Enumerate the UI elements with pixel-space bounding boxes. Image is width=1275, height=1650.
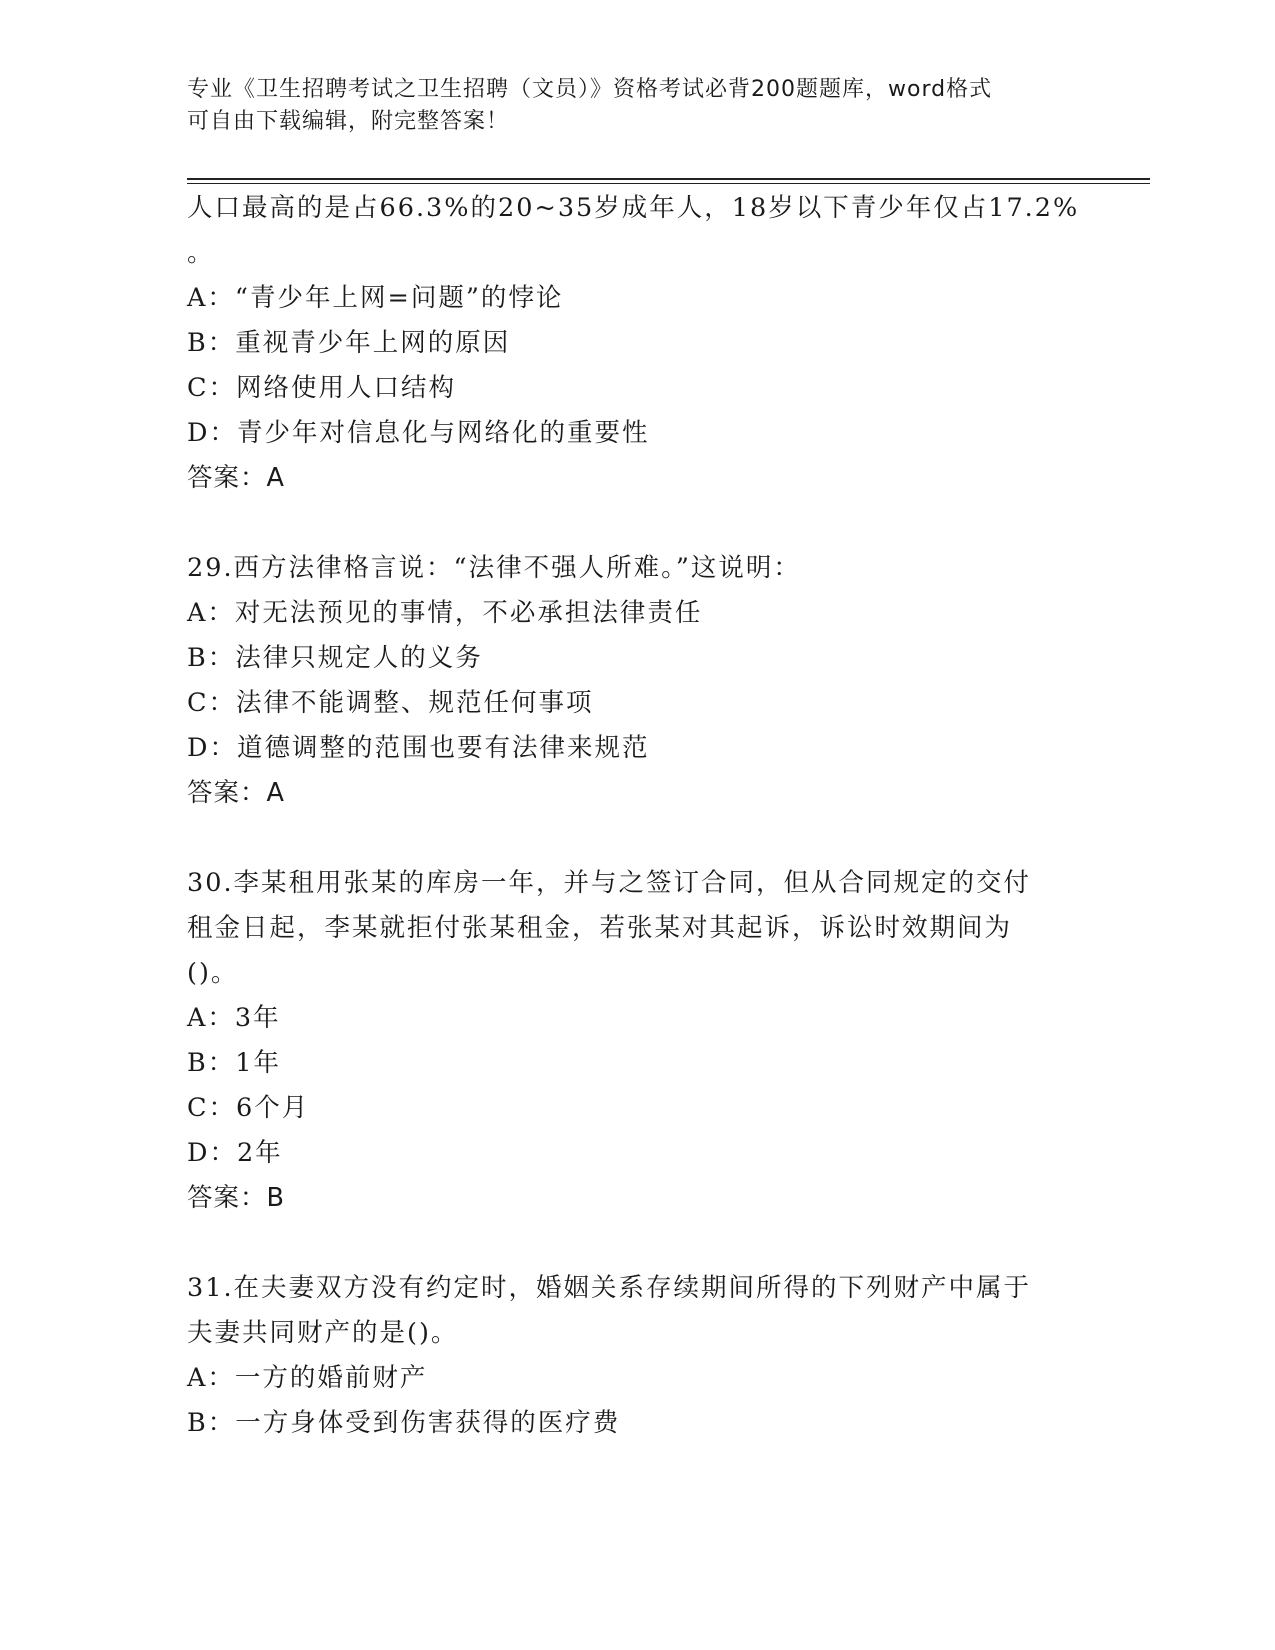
question-stem-line: 30.李某租用张某的库房一年，并与之签订合同，但从合同规定的交付 [187, 868, 1032, 898]
option-a: A：一方的婚前财产 [187, 1363, 428, 1393]
question-30 [187, 861, 1087, 1221]
option-a: A：3年 [187, 1003, 281, 1033]
question-29 [187, 546, 1087, 816]
question-stem-line: ()。 [187, 958, 239, 988]
option-d: D：2年 [187, 1138, 283, 1168]
question-28 [187, 186, 1087, 501]
question-31 [187, 1266, 1087, 1446]
option-c: C：法律不能调整、规范任何事项 [187, 688, 594, 718]
option-b: B：1年 [187, 1048, 281, 1078]
header-title-line-1: 专业《卫生招聘考试之卫生招聘（文员）》资格考试必背200题题库，word格式 [187, 77, 993, 102]
option-b: B：法律只规定人的义务 [187, 643, 483, 673]
option-a: A：对无法预见的事情，不必承担法律责任 [187, 598, 703, 628]
option-c: C：6个月 [187, 1093, 310, 1123]
question-spacer [187, 1221, 1087, 1266]
question-stem-line: 租金日起，李某就拒付张某租金，若张某对其起诉，诉讼时效期间为 [187, 913, 1013, 943]
answer-line: 答案：A [187, 778, 285, 808]
header-divider [187, 178, 1150, 184]
option-a: A：“青少年上网=问题”的悖论 [187, 283, 564, 313]
question-spacer [187, 501, 1087, 546]
question-list [187, 186, 1087, 1446]
document-header [187, 74, 1067, 138]
question-stem-line: 夫妻共同财产的是()。 [187, 1318, 459, 1348]
option-b: B：一方身体受到伤害获得的医疗费 [187, 1408, 621, 1438]
answer-line: 答案：A [187, 463, 285, 493]
question-stem-line: 31.在夫妻双方没有约定时，婚姻关系存续期间所得的下列财产中属于 [187, 1273, 1032, 1303]
option-d: D：青少年对信息化与网络化的重要性 [187, 418, 650, 448]
option-d: D：道德调整的范围也要有法律来规范 [187, 733, 650, 763]
answer-line: 答案：B [187, 1183, 285, 1213]
question-spacer [187, 816, 1087, 861]
question-stem-line: 。 [187, 238, 215, 268]
question-stem-line: 人口最高的是占66.3%的20~35岁成年人，18岁以下青少年仅占17.2% [187, 193, 1080, 223]
option-b: B：重视青少年上网的原因 [187, 328, 511, 358]
question-stem-line: 29.西方法律格言说：“法律不强人所难。”这说明： [187, 553, 801, 583]
option-c: C：网络使用人口结构 [187, 373, 457, 403]
header-title-line-2: 可自由下载编辑，附完整答案！ [187, 109, 510, 134]
